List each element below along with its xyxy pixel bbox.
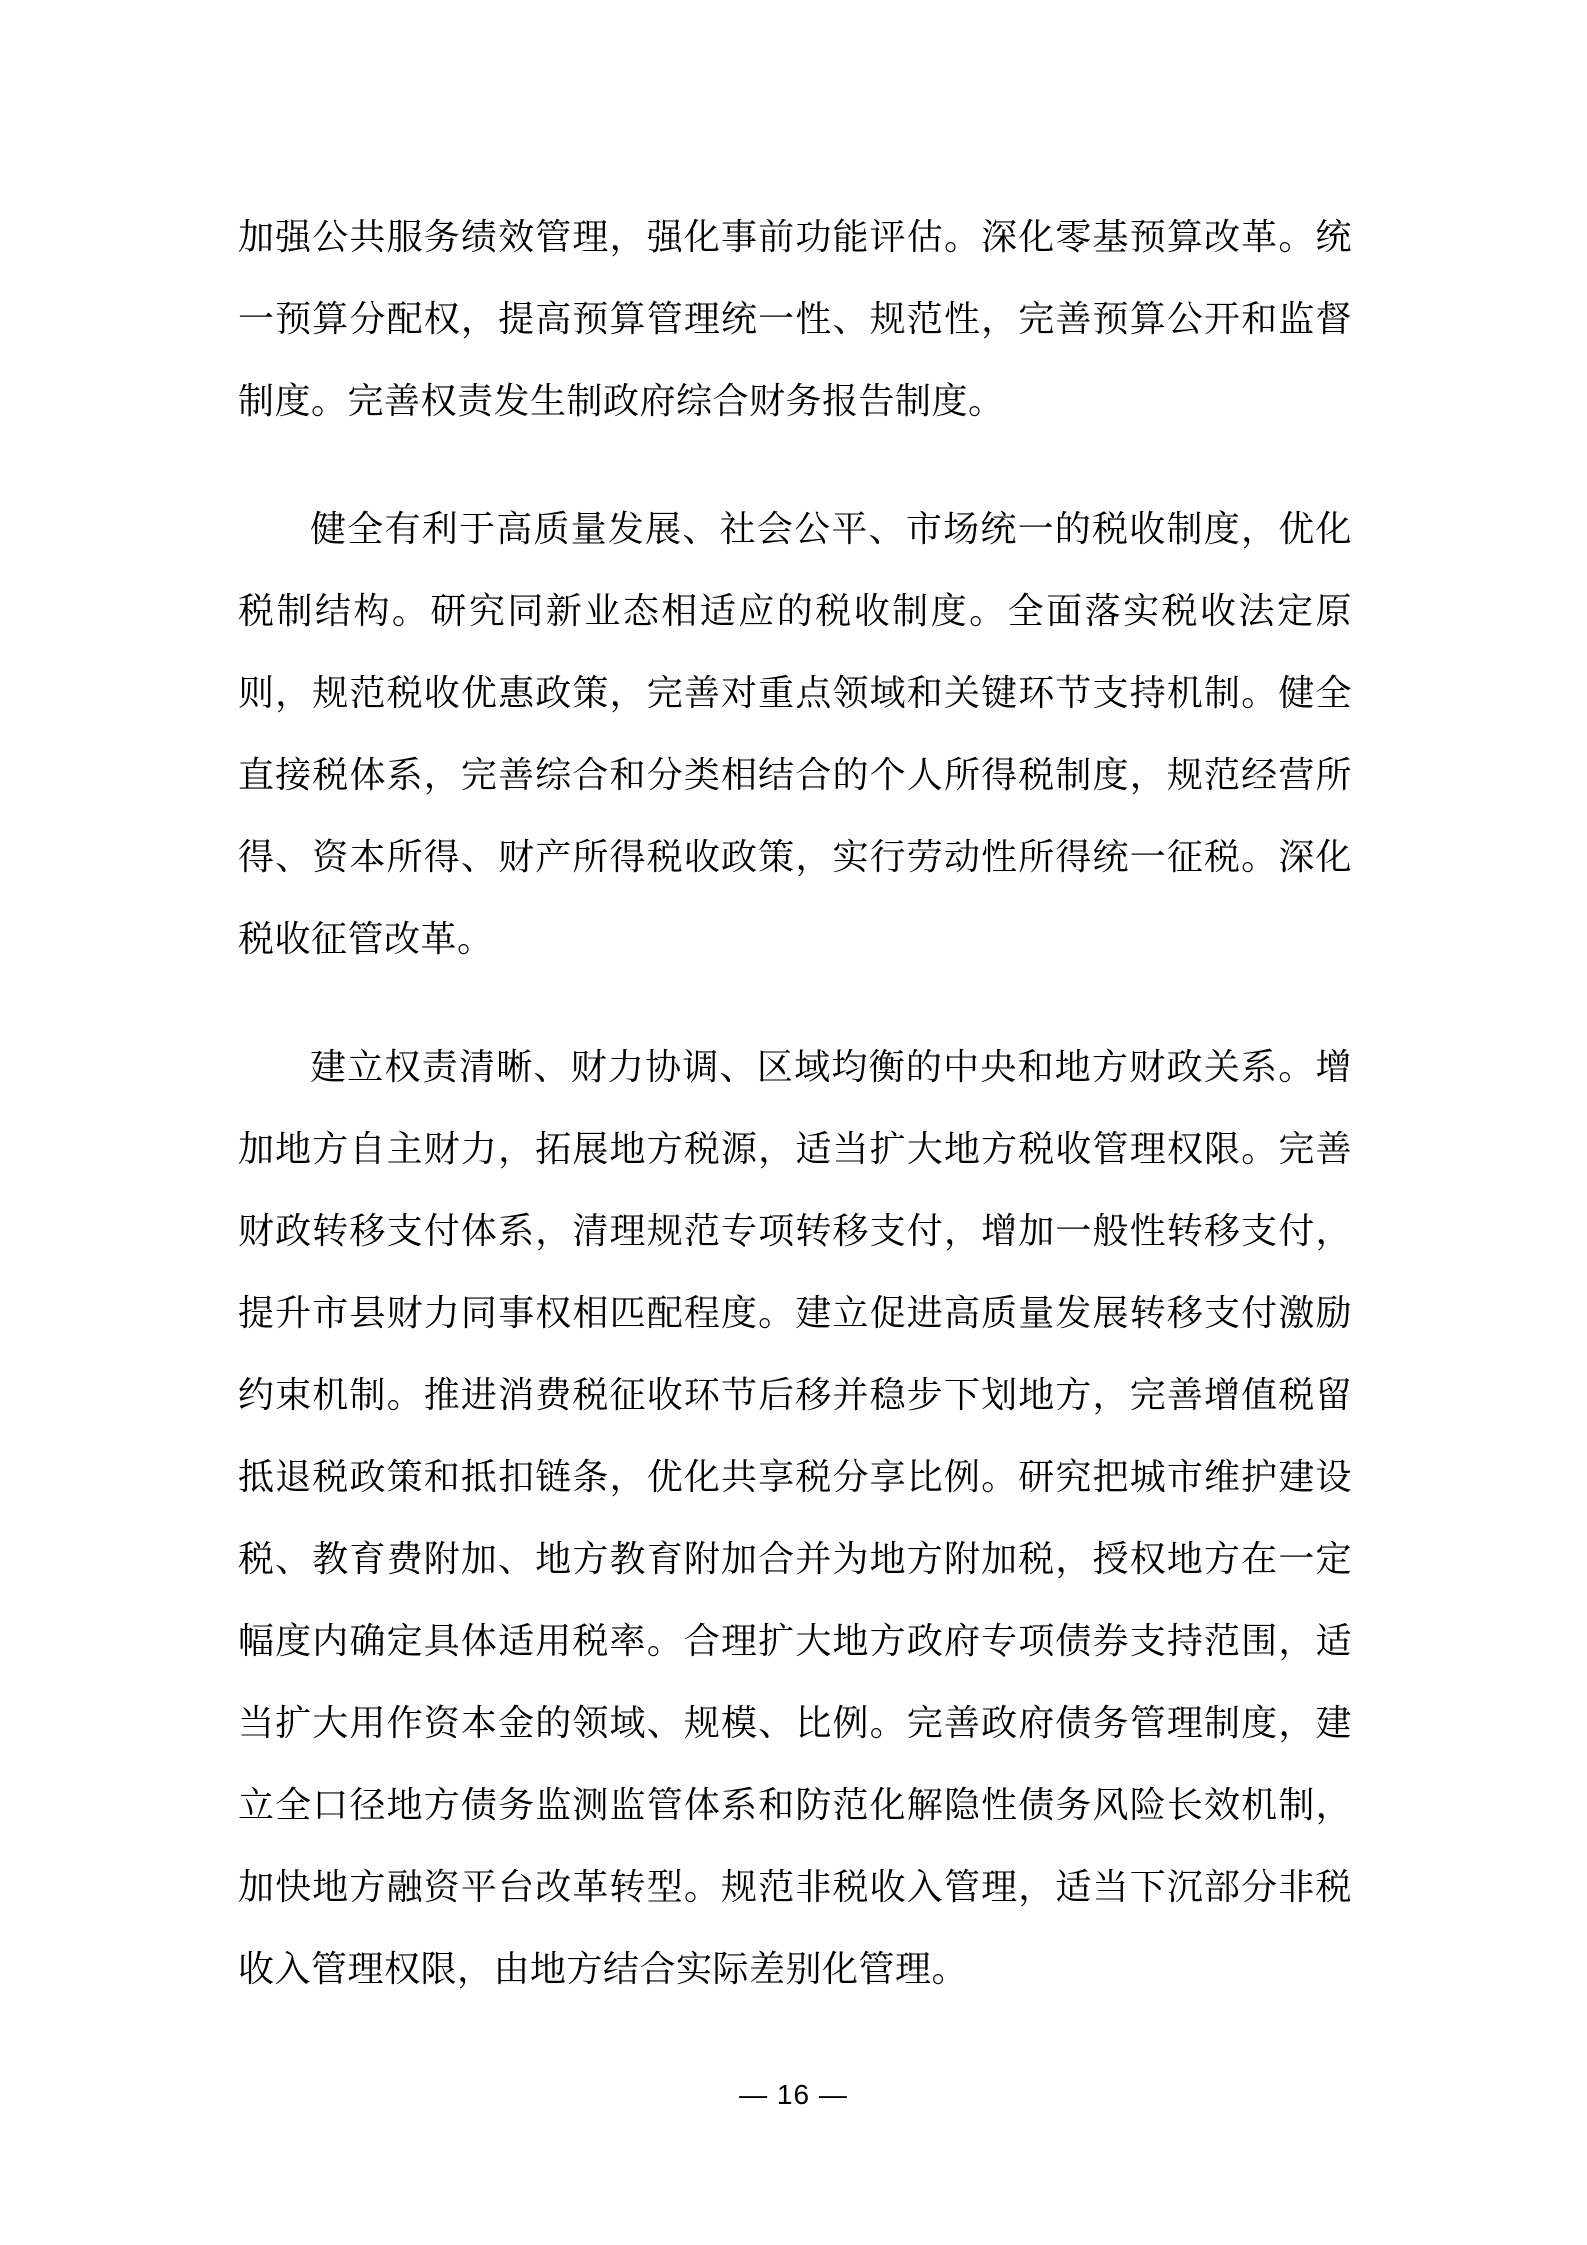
paragraph-central-local-fiscal-relations: 建立权责清晰、财力协调、区域均衡的中央和地方财政关系。增加地方自主财力，拓展地方税源，适当扩大地方税收管理权限。完善财政转移支付体系，清理规范专项转移支付，增加一般性转移支付，提升市县财力同事权相匹配程度。建立促进高质量发展转移支付激励约束机制。推进消费税征收环节后移并稳步下划地方，完善增值税留抵退税政策和抵扣链条，优化共享税分享比例。研究把城市维护建设税、教育费附加、地方教育附加合并为地方附加税，授权地方在一定幅度内确定具体适用税率。合理扩大地方政府专项债券支持范围，适当扩大用作资本金的领域、规模、比例。完善政府债务管理制度，建立全口径地方债务监测监管体系和防范化解隐性债务风险长效机制，加快地方融资平台改革转型。规范非税收入管理，适当下沉部分非税收入管理权限，由地方结合实际差别化管理。 [238, 1046, 1352, 1989]
page-number: — 16 — [739, 2079, 848, 2110]
paragraph-tax-system: 健全有利于高质量发展、社会公平、市场统一的税收制度，优化税制结构。研究同新业态相适应的税收制度。全面落实税收法定原则，规范税收优惠政策，完善对重点领域和关键环节支持机制。健全直接税体系，完善综合和分类相结合的个人所得税制度，规范经营所得、资本所得、财产所得税收政策，实行劳动性所得统一征税。深化税收征管改革。 [238, 508, 1352, 959]
page-footer [0, 2078, 1587, 2112]
document-body [238, 196, 1352, 2010]
paragraph-budget-reform: 加强公共服务绩效管理，强化事前功能评估。深化零基预算改革。统一预算分配权，提高预算管理统一性、规范性，完善预算公开和监督制度。完善权责发生制政府综合财务报告制度。 [238, 216, 1352, 421]
